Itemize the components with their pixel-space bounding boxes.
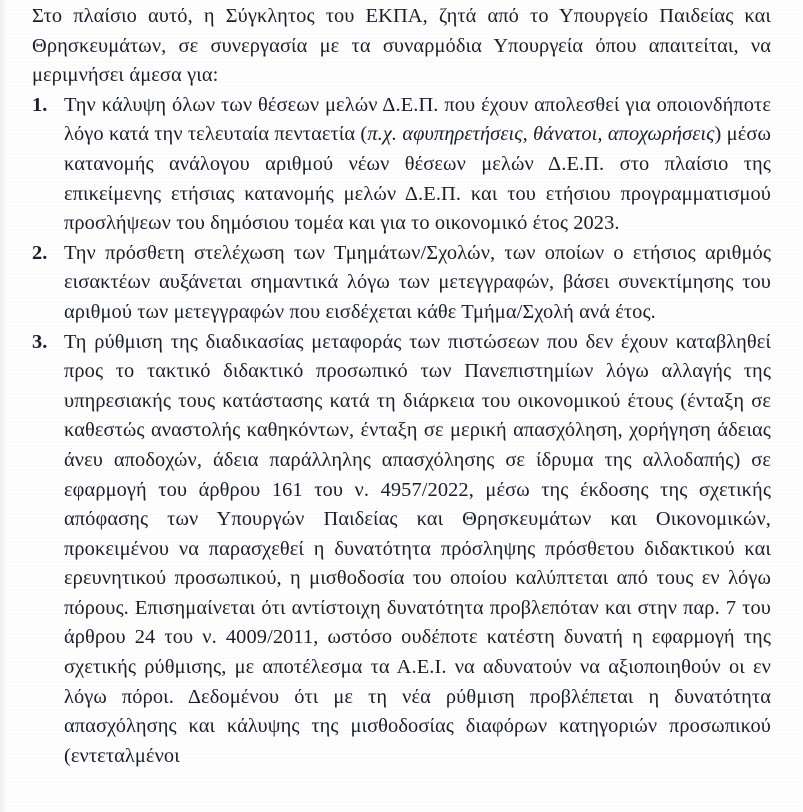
list-item-text xyxy=(64,239,771,328)
list-item-text-part-2: ) μέσω κατανομής ανάλογου αριθμού νέων θέσεων μελών Δ.Ε.Π. στο πλαίσιο της επικείμενης ετήσιας κατανομής μελών Δ.Ε.Π. και του ετήσιου προγραμματισμού προσλήψεων του δημόσιου τομέα και για το οικονομικό έτος 2023. xyxy=(64,123,771,235)
list-item-text-part-1: Την πρόσθετη στελέχωση των Τμημάτων/Σχολών, των οποίων ο ετήσιος αριθμός εισακτέων αυξάνεται σημαντικά λόγω των μετεγγραφών, βάσει συνεκτίμησης του αριθμού των μετεγγραφών που εισδέχεται κάθε Τμήμα/Σχολή ανά έτος. xyxy=(64,241,771,323)
list-item-1 xyxy=(32,91,771,239)
numbered-list xyxy=(32,91,771,772)
list-item-text-part-1: Τη ρύθμιση της διαδικασίας μεταφοράς των πιστώσεων που δεν έχουν καταβληθεί προς το τακτικό διδακτικό προσωπικό των Πανεπιστημίων λόγω αλλαγής της υπηρεσιακής τους κατάστασης κατά τη διάρκεια του οικονομικού έτους (ένταξη σε καθεστώς αναστολής καθηκόντων, ένταξη σε μερική απασχόληση, χορήγηση άδειας άνευ αποδοχών, άδεια παράλληλης απασχόλησης σε ίδρυμα της αλλοδαπής) σε εφαρμογή του άρθρου 161 του ν. 4957/2022, μέσω της έκδοσης της σχετικής απόφασης των Υπουργών Παιδείας και Θρησκευμάτων και Οικονομικών, προκειμένου να παρασχεθεί η δυνατότητα πρόσληψης πρόσθετου διδακτικού και ερευνητικού προσωπικού, η μισθοδοσία του οποίου καλύπτεται από τους εν λόγω πόρους. Επισημαίνεται ότι αντίστοιχη δυνατότητα προβλεπόταν και στην παρ. 7 του άρθρου 24 του ν. 4009/2011, ωστόσο ουδέποτε κατέστη δυνατή η εφαρμογή της σχετικής ρύθμισης, με αποτέλεσμα τα Α.Ε.Ι. να αδυνατούν να αξιοποιηθούν οι εν λόγω πόροι. Δεδομένου ότι με τη νέα ρύθμιση προβλέπεται η δυνατότητα απασχόλησης και κάλυψης της μισθοδοσίας διαφόρων κατηγοριών προσωπικού (εντεταλμένοι xyxy=(64,330,771,767)
page-edge-shading xyxy=(0,0,7,812)
list-item-text-part-1: Την κάλυψη όλων των θέσεων μελών Δ.Ε.Π. που έχουν απολεσθεί για οποιονδήποτε λόγο κατά την τελευταία πενταετία ( xyxy=(64,93,771,146)
lead-paragraph: Στο πλαίσιο αυτό, η Σύγκλητος του ΕΚΠΑ, ζητά από το Υπουργείο Παιδείας και Θρησκευμάτων, σε συνεργασία με τα συναρμόδια Υπουργεία όπου απαιτείται, να μεριμνήσει άμεσα για: xyxy=(32,5,771,87)
list-item-text-italic: π.χ. αφυπηρετήσεις, θάνατοι, αποχωρήσεις xyxy=(367,123,715,146)
list-item-3 xyxy=(32,328,771,772)
list-item-2 xyxy=(32,239,771,328)
list-item-marker: 3. xyxy=(32,330,48,353)
document-body xyxy=(32,2,771,771)
list-item-marker: 2. xyxy=(32,241,48,264)
list-item-text xyxy=(64,328,771,772)
list-item-text xyxy=(64,91,771,239)
list-item-marker: 1. xyxy=(32,93,48,116)
